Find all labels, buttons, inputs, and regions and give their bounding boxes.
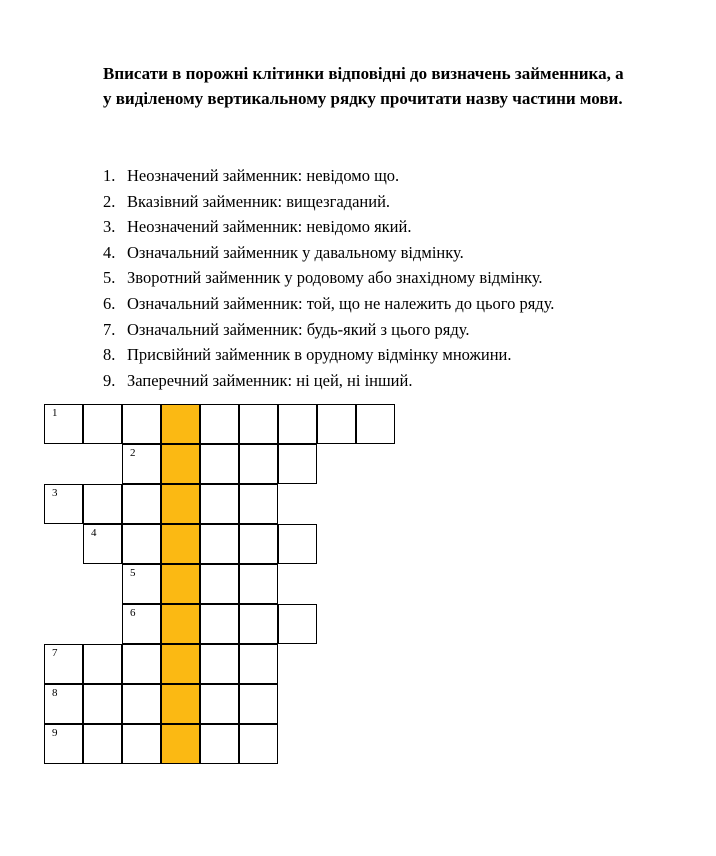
instruction-text bbox=[103, 61, 703, 111]
crossword-cell[interactable] bbox=[200, 604, 239, 644]
crossword-cell[interactable] bbox=[122, 524, 161, 564]
crossword-cell[interactable] bbox=[122, 444, 161, 484]
crossword-cell[interactable] bbox=[83, 484, 122, 524]
clue-number: 6. bbox=[103, 293, 116, 313]
clue-text: Означальний займенник у давальному відмінку. bbox=[127, 242, 464, 262]
crossword-cell[interactable] bbox=[239, 484, 278, 524]
crossword-cell[interactable] bbox=[278, 604, 317, 644]
crossword-cell-highlighted[interactable] bbox=[161, 604, 200, 644]
clue-list bbox=[103, 163, 554, 393]
clue-text: Зворотний займенник у родовому або знахідному відмінку. bbox=[127, 268, 543, 288]
crossword-cell[interactable] bbox=[200, 564, 239, 604]
clue-number: 2. bbox=[103, 191, 116, 211]
crossword-cell[interactable] bbox=[44, 724, 83, 764]
crossword-cell[interactable] bbox=[44, 644, 83, 684]
clue-item bbox=[103, 317, 554, 343]
crossword-cell[interactable] bbox=[200, 644, 239, 684]
crossword-cell[interactable] bbox=[239, 724, 278, 764]
crossword-cell[interactable] bbox=[122, 644, 161, 684]
clue-text: Неозначений займенник: невідомо що. bbox=[127, 166, 400, 185]
crossword-cell[interactable] bbox=[239, 444, 278, 484]
crossword-cell-highlighted[interactable] bbox=[161, 684, 200, 724]
crossword-cell[interactable] bbox=[239, 404, 278, 444]
crossword-row-number: 1 bbox=[52, 407, 58, 419]
crossword-cell[interactable] bbox=[83, 524, 122, 564]
clue-number: 8. bbox=[103, 345, 116, 365]
crossword-cell[interactable] bbox=[122, 604, 161, 644]
crossword-cell-highlighted[interactable] bbox=[161, 564, 200, 604]
clue-number: 3. bbox=[103, 217, 116, 237]
crossword-cell[interactable] bbox=[122, 484, 161, 524]
clue-text: Неозначений займенник: невідомо який. bbox=[127, 217, 412, 237]
crossword-row-number: 5 bbox=[130, 567, 136, 579]
clue-number: 7. bbox=[103, 319, 116, 339]
crossword-cell-highlighted[interactable] bbox=[161, 484, 200, 524]
crossword-row-number: 2 bbox=[130, 447, 136, 459]
crossword-cell[interactable] bbox=[278, 524, 317, 564]
crossword-cell[interactable] bbox=[200, 404, 239, 444]
crossword-cell-highlighted[interactable] bbox=[161, 444, 200, 484]
clue-text: Означальний займенник: будь-який з цього ряду. bbox=[127, 319, 470, 339]
crossword-cell[interactable] bbox=[44, 484, 83, 524]
crossword-cell[interactable] bbox=[83, 644, 122, 684]
clue-text: Означальний займенник: той, що не належить до цього ряду. bbox=[127, 293, 555, 313]
crossword-cell-highlighted[interactable] bbox=[161, 644, 200, 684]
crossword-row-number: 6 bbox=[130, 607, 136, 619]
clue-item bbox=[103, 265, 554, 291]
clue-number: 9. bbox=[103, 370, 116, 390]
clue-number: 4. bbox=[103, 242, 116, 262]
crossword-cell-highlighted[interactable] bbox=[161, 404, 200, 444]
crossword-cell[interactable] bbox=[83, 404, 122, 444]
crossword-grid bbox=[44, 404, 404, 774]
crossword-cell-highlighted[interactable] bbox=[161, 524, 200, 564]
crossword-row-number: 9 bbox=[52, 727, 58, 739]
clue-item bbox=[103, 189, 554, 215]
crossword-cell[interactable] bbox=[122, 404, 161, 444]
crossword-cell[interactable] bbox=[200, 724, 239, 764]
clue-item bbox=[103, 163, 554, 189]
crossword-row-number: 7 bbox=[52, 647, 58, 659]
instruction-line-1: Вписати в порожні клітинки відповідні до визначень займенника, а bbox=[103, 64, 624, 83]
crossword-cell[interactable] bbox=[200, 444, 239, 484]
crossword-cell-highlighted[interactable] bbox=[161, 724, 200, 764]
crossword-cell[interactable] bbox=[122, 564, 161, 604]
crossword-cell[interactable] bbox=[83, 684, 122, 724]
clue-item bbox=[103, 368, 554, 394]
crossword-cell[interactable] bbox=[239, 564, 278, 604]
crossword-cell[interactable] bbox=[356, 404, 395, 444]
clue-item bbox=[103, 240, 554, 266]
crossword-cell[interactable] bbox=[83, 724, 122, 764]
crossword-row-number: 8 bbox=[52, 687, 58, 699]
crossword-cell[interactable] bbox=[317, 404, 356, 444]
crossword-row-number: 4 bbox=[91, 527, 97, 539]
crossword-cell[interactable] bbox=[239, 524, 278, 564]
clue-item bbox=[103, 214, 554, 240]
crossword-row-number: 3 bbox=[52, 487, 58, 499]
clue-number: 5. bbox=[103, 268, 116, 288]
crossword-cell[interactable] bbox=[122, 724, 161, 764]
crossword-cell[interactable] bbox=[278, 444, 317, 484]
clue-item bbox=[103, 342, 554, 368]
crossword-cell[interactable] bbox=[44, 404, 83, 444]
crossword-cell[interactable] bbox=[200, 684, 239, 724]
crossword-cell[interactable] bbox=[200, 524, 239, 564]
crossword-cell[interactable] bbox=[278, 404, 317, 444]
clue-text: Заперечний займенник: ні цей, ні інший. bbox=[127, 370, 413, 390]
crossword-cell[interactable] bbox=[44, 684, 83, 724]
clue-item bbox=[103, 291, 554, 317]
crossword-cell[interactable] bbox=[239, 644, 278, 684]
clue-text: Вказівний займенник: вищезгаданий. bbox=[127, 191, 391, 211]
crossword-cell[interactable] bbox=[239, 684, 278, 724]
crossword-cell[interactable] bbox=[200, 484, 239, 524]
crossword-cell[interactable] bbox=[122, 684, 161, 724]
clue-number: 1. bbox=[103, 166, 116, 185]
instruction-line-2: у виділеному вертикальному рядку прочитати назву частини мови. bbox=[103, 89, 623, 108]
clue-text: Присвійний займенник в орудному відмінку множини. bbox=[127, 345, 512, 365]
crossword-cell[interactable] bbox=[239, 604, 278, 644]
